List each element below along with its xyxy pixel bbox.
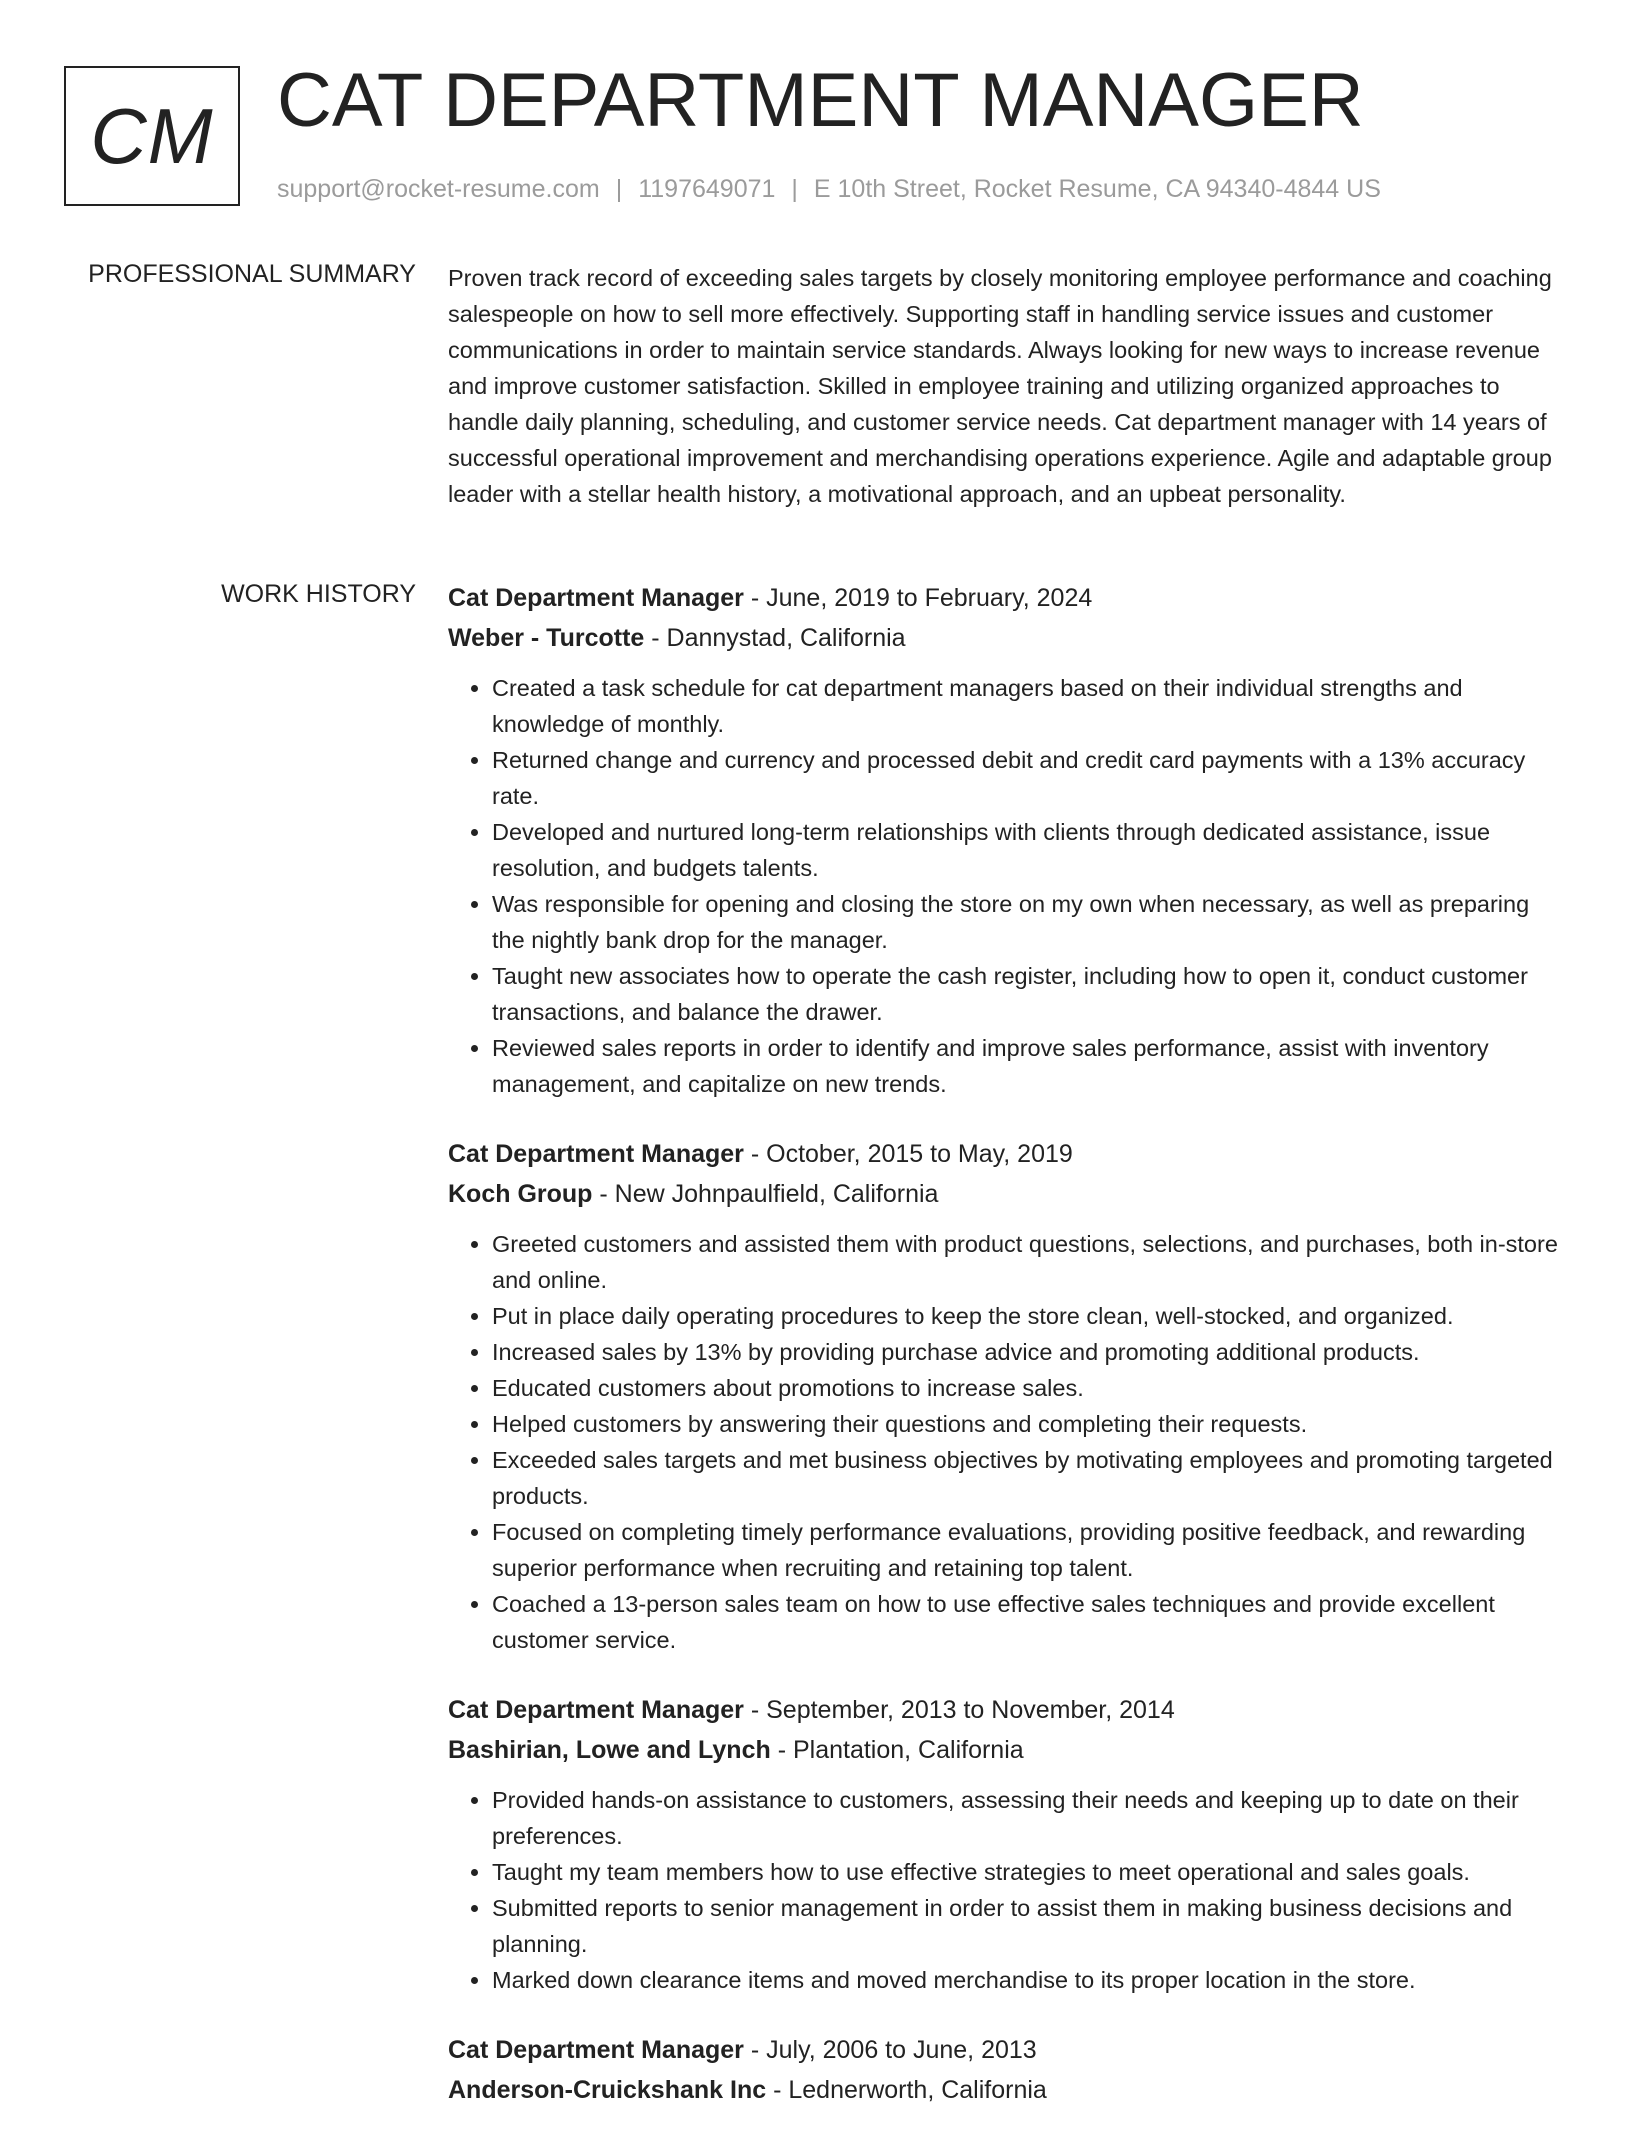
job-dates: - July, 2006 to June, 2013 (743, 2036, 1037, 2064)
job-bullet: • Increased sales by 13% by providing purchase advice and promoting additional products. (492, 1334, 1568, 1370)
job-bullet: • Provided hands-on assistance to customers, assessing their needs and keeping up to date on their preferences. (492, 1782, 1568, 1854)
job-bullet: • Reviewed sales reports in order to identify and improve sales performance, assist with inventory management, and capitalize on new trends. (492, 1030, 1568, 1102)
work-history-heading: WORK HISTORY (221, 580, 416, 608)
job-bullet: • Returned change and currency and processed debit and credit card payments with a 13% accuracy rate. (492, 742, 1568, 814)
job-dates: - September, 2013 to November, 2014 (743, 1696, 1175, 1724)
job-title-line (448, 1690, 1568, 1730)
monogram-logo: CM (64, 66, 240, 206)
work-history-list (448, 578, 1568, 2142)
job-dates: - October, 2015 to May, 2019 (743, 1140, 1073, 1168)
job-bullet: • Created a task schedule for cat department managers based on their individual strengths and knowledge of monthly. (492, 670, 1568, 742)
contact-separator: | (615, 175, 623, 203)
job-bullet: • Helped customers by answering their questions and completing their requests. (492, 1406, 1568, 1442)
job-company: Koch Group (448, 1180, 593, 1208)
job-title: Cat Department Manager (448, 1696, 744, 1724)
job-title-line (448, 2030, 1568, 2070)
resume-title: CAT DEPARTMENT MANAGER (277, 58, 1364, 143)
job-entry (448, 578, 1568, 1102)
job-title: Cat Department Manager (448, 584, 744, 612)
job-company: Weber - Turcotte (448, 624, 645, 652)
job-bullet: • Coached a 13-person sales team on how to use effective sales techniques and provide excellent customer service. (492, 1586, 1568, 1658)
job-company-line (448, 1174, 1568, 1214)
job-bullet: • Marked down clearance items and moved merchandise to its proper location in the store. (492, 1962, 1568, 1998)
contact-email[interactable]: support@rocket-resume.com (277, 175, 600, 203)
job-entry (448, 1134, 1568, 1658)
job-company: Bashirian, Lowe and Lynch (448, 1736, 771, 1764)
job-title-line (448, 578, 1568, 618)
job-location: - Dannystad, California (644, 624, 906, 652)
job-entry (448, 2030, 1568, 2110)
job-bullet: • Exceeded sales targets and met business objectives by motivating employees and promoting targeted products. (492, 1442, 1568, 1514)
job-bullet: • Developed and nurtured long-term relationships with clients through dedicated assistance, issue resolution, and budgets talents. (492, 814, 1568, 886)
summary-heading: PROFESSIONAL SUMMARY (88, 260, 416, 288)
job-location: - Plantation, California (770, 1736, 1024, 1764)
job-bullets (448, 670, 1568, 1102)
job-company: Anderson-Cruickshank Inc (448, 2076, 767, 2104)
job-bullet: • Was responsible for opening and closing the store on my own when necessary, as well as preparing the nightly bank drop for the manager. (492, 886, 1568, 958)
summary-text: Proven track record of exceeding sales targets by closely monitoring employee performance and coaching salespeople on how to sell more effectively. Supporting staff in handling service issues and customer communications in order to maintain service standards. Always looking for new ways to increase revenue and improve customer satisfaction. Skilled in employee training and utilizing organized approaches to handle daily planning, scheduling, and customer service needs. Cat department manager with 14 years of successful operational improvement and merchandising operations experience. Agile and adaptable group leader with a stellar health history, a motivational approach, and an upbeat personality. (448, 265, 1552, 507)
job-title: Cat Department Manager (448, 1140, 744, 1168)
job-title-line (448, 1134, 1568, 1174)
job-company-line (448, 1730, 1568, 1770)
job-bullet: • Put in place daily operating procedures to keep the store clean, well-stocked, and organized. (492, 1298, 1568, 1334)
job-bullet: • Educated customers about promotions to increase sales. (492, 1370, 1568, 1406)
job-company-line (448, 2070, 1568, 2110)
job-bullets (448, 1782, 1568, 1998)
job-bullet: • Submitted reports to senior management in order to assist them in making business decisions and planning. (492, 1890, 1568, 1962)
job-company-line (448, 618, 1568, 658)
contact-line (277, 175, 1381, 204)
job-location: - Lednerworth, California (766, 2076, 1047, 2104)
job-bullet: • Greeted customers and assisted them with product questions, selections, and purchases, both in-store and online. (492, 1226, 1568, 1298)
job-entry (448, 1690, 1568, 1998)
job-bullet: • Taught my team members how to use effective strategies to meet operational and sales goals. (492, 1854, 1568, 1890)
job-bullet: • Focused on completing timely performance evaluations, providing positive feedback, and rewarding superior performance when recruiting and retaining top talent. (492, 1514, 1568, 1586)
contact-phone[interactable]: 1197649071 (638, 175, 776, 203)
job-location: - New Johnpaulfield, California (592, 1180, 939, 1208)
job-bullet: • Taught new associates how to operate the cash register, including how to open it, conduct customer transactions, and balance the drawer. (492, 958, 1568, 1030)
job-dates: - June, 2019 to February, 2024 (743, 584, 1093, 612)
job-title: Cat Department Manager (448, 2036, 744, 2064)
contact-separator: | (791, 175, 798, 203)
job-bullets (448, 1226, 1568, 1658)
contact-address: E 10th Street, Rocket Resume, CA 94340-4844 US (813, 175, 1381, 203)
